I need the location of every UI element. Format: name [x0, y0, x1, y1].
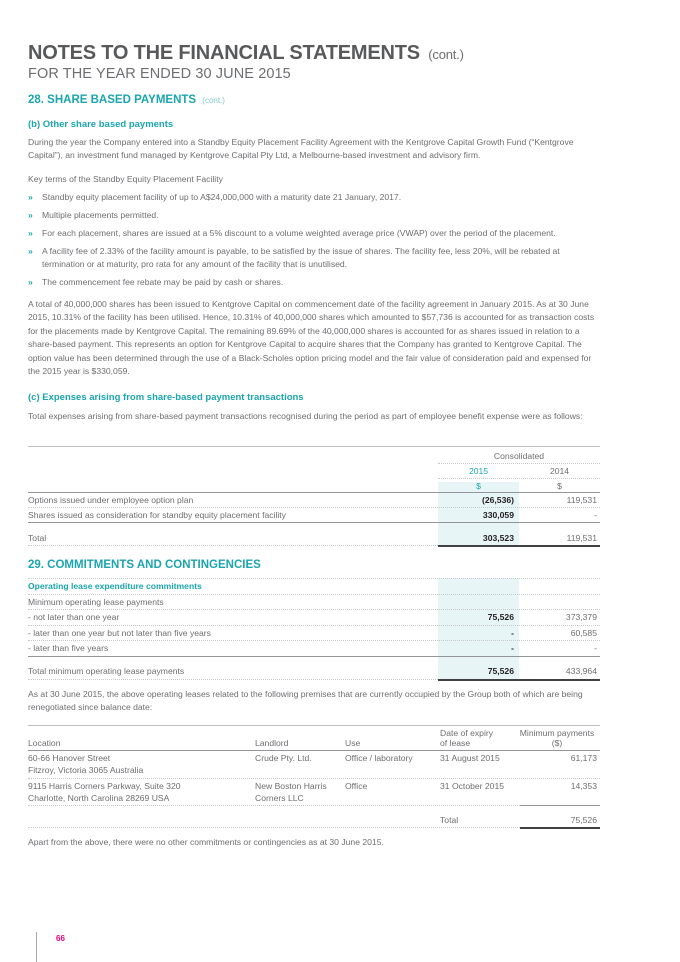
- double-underline: [438, 545, 600, 547]
- total-2014: 433,964: [565, 666, 597, 676]
- header-payments-line2: ($): [551, 738, 563, 748]
- location-line2: Charlotte, North Carolina 28269 USA: [28, 793, 170, 803]
- rule: [28, 656, 600, 657]
- section-28-heading-text: 28. SHARE BASED PAYMENTS: [28, 94, 197, 106]
- header-payments-line1: Minimum payments: [519, 728, 595, 738]
- table-top-rule: [28, 725, 600, 726]
- row-label: - later than one year but not later than five years: [28, 628, 211, 638]
- bullet-chevron-icon: »: [28, 192, 33, 202]
- bullet-text: Multiple placements permitted.: [42, 210, 159, 220]
- landlord-line1: New Boston Harris: [255, 781, 327, 791]
- rule: [28, 625, 600, 626]
- value-2014: 373,379: [565, 612, 597, 622]
- value-2015: 330,059: [482, 510, 514, 520]
- rule: [438, 463, 600, 464]
- rule: [28, 578, 600, 579]
- unit-2015: $: [476, 481, 481, 491]
- bullet-text: The commencement fee rebate may be paid by cash or shares.: [42, 277, 284, 287]
- section-28-heading: [28, 94, 225, 106]
- value-2014: -: [594, 643, 597, 653]
- double-underline: [520, 827, 600, 829]
- use: Office / laboratory: [345, 753, 413, 763]
- bullet-chevron-icon: »: [28, 228, 33, 238]
- row-label: Options issued under employee option plan: [28, 495, 194, 505]
- lease-table-heading: Operating lease expenditure commitments: [28, 581, 202, 591]
- total-2015: 75,526: [487, 666, 514, 676]
- total-2014: 119,531: [566, 533, 597, 543]
- column-group-header: Consolidated: [493, 451, 545, 461]
- rule: [28, 594, 600, 595]
- key-term-bullet: [28, 276, 600, 289]
- subsection-b-detail: A total of 40,000,000 shares has been issued to Kentgrove Capital on commencement date of the facility agreement in January 2015. As at 30 June 2015, 10.31% of the facility has been utilised. Hence, 10.31% of 40,000,000 shares which amounted to $57,736 is accounted for as transaction costs for the placements made by Kentgrove Capital. The remaining 89.69% of the 40,000,000 shares is accounted for as shares issued in relation to a share-based payment. This represents an option for Kentgrove Capital to acquire shares that the Company has granted to Kentgrove Capital. The option value has been determined through the use of a Black-Scholes option pricing model and the fair value of consideration paid and expensed for the 2015 year is $330,059.: [28, 299, 595, 377]
- rule: [520, 805, 600, 806]
- key-term-bullet: [28, 209, 600, 222]
- rule: [28, 679, 438, 680]
- subsection-b-heading: (b) Other share based payments: [28, 119, 174, 130]
- bullet-chevron-icon: »: [28, 210, 33, 220]
- column-header-2015: 2015: [468, 466, 489, 476]
- expiry-date: 31 August 2015: [440, 753, 500, 763]
- total-label: Total minimum operating lease payments: [28, 666, 185, 676]
- total-2015: 303,523: [482, 533, 514, 543]
- unit-2014: $: [557, 481, 562, 491]
- row-label: - not later than one year: [28, 612, 120, 622]
- footer-divider: [36, 932, 37, 962]
- location-line1: 60-66 Hanover Street: [28, 753, 111, 763]
- bullet-text: For each placement, shares are issued at a 5% discount to a volume weighted average price (VWAP) over the period of the placement.: [42, 228, 556, 238]
- header-location: Location: [28, 738, 61, 748]
- rule: [28, 750, 600, 751]
- total-label: Total: [28, 533, 47, 543]
- closing-statement: Apart from the above, there were no other commitments or contingencies as at 30 June 2015.: [28, 837, 384, 847]
- column-header-2014: 2014: [549, 466, 570, 476]
- rule: [28, 640, 600, 641]
- header-expiry-line1: Date of expiry: [440, 728, 494, 738]
- page-title: [28, 42, 464, 65]
- total-label: Total: [440, 815, 459, 825]
- page-number: 66: [56, 934, 65, 943]
- payment: 14,353: [570, 781, 597, 791]
- page-title-cont: (cont.): [428, 47, 464, 62]
- value-2015: -: [511, 628, 514, 638]
- header-landlord: Landlord: [255, 738, 289, 748]
- value-2014: 60,585: [570, 628, 597, 638]
- premises-intro: As at 30 June 2015, the above operating leases related to the following premises that are currently occupied by the Group both of which are being renegotiated since balance date:: [28, 689, 583, 713]
- value-2015: -: [511, 643, 514, 653]
- use: Office: [345, 781, 368, 791]
- bullet-text: Standby equity placement facility of up to A$24,000,000 with a maturity date 21 January, 2017.: [42, 192, 402, 202]
- double-underline: [438, 679, 600, 681]
- value-2015: (26,536): [481, 495, 514, 505]
- rule: [28, 827, 520, 828]
- rule: [28, 778, 600, 779]
- landlord: Crude Pty. Ltd.: [255, 753, 312, 763]
- header-use: Use: [345, 738, 361, 748]
- bullet-chevron-icon: »: [28, 277, 33, 287]
- section-29-heading: 29. COMMITMENTS AND CONTINGENCIES: [28, 559, 261, 571]
- rule: [28, 805, 520, 806]
- value-2015: 75,526: [487, 612, 514, 622]
- value-2014: -: [594, 510, 597, 520]
- total-value: 75,526: [570, 815, 597, 825]
- rule: [28, 492, 600, 493]
- table-top-rule: [28, 446, 600, 447]
- rule: [438, 478, 600, 479]
- lease-sub-label: Minimum operating lease payments: [28, 597, 164, 607]
- subsection-c-heading: (c) Expenses arising from share-based payment transactions: [28, 392, 304, 403]
- page-title-text: NOTES TO THE FINANCIAL STATEMENTS: [28, 42, 420, 64]
- rule: [28, 609, 600, 610]
- key-term-bullet: [28, 191, 600, 204]
- rule: [28, 522, 600, 523]
- bullet-text: A facility fee of 2.33% of the facility amount is payable, to be satisfied by the issue of shares. The facility fee, less 20%, will be rebated at termination or at maturity, pro rata for any amount of the facility that is unutilised.: [42, 246, 560, 270]
- location-line1: 9115 Harris Corners Parkway, Suite 320: [28, 781, 181, 791]
- key-terms-label: Key terms of the Standby Equity Placement Facility: [28, 174, 223, 184]
- rule: [28, 507, 600, 508]
- key-term-bullet: [28, 227, 600, 240]
- subsection-c-intro: Total expenses arising from share-based payment transactions recognised during the period as part of employee benefit expense were as follows:: [28, 411, 583, 421]
- payment: 61,173: [570, 753, 597, 763]
- expiry-date: 31 October 2015: [440, 781, 505, 791]
- location-line2: Fitzroy, Victoria 3065 Australia: [28, 765, 144, 775]
- value-2014: 119,531: [566, 495, 597, 505]
- row-label: Shares issued as consideration for standby equity placement facility: [28, 510, 286, 520]
- section-28-heading-cont: (cont.): [202, 96, 225, 105]
- landlord-line2: Corners LLC: [255, 793, 304, 803]
- header-expiry-line2: of lease: [440, 738, 471, 748]
- row-label: - later than five years: [28, 643, 109, 653]
- subsection-b-intro: During the year the Company entered into a Standby Equity Placement Facility Agreement with the Kentgrove Capital Growth Fund (“Kentgrove Capital”), an investment fund managed by Kentgrove Capital Pty Ltd, a Melbourne-based investment and advisory firm.: [28, 137, 574, 161]
- key-term-bullet: [28, 245, 600, 272]
- bullet-chevron-icon: »: [28, 246, 33, 256]
- rule: [28, 545, 438, 546]
- page-subtitle: FOR THE YEAR ENDED 30 JUNE 2015: [28, 66, 291, 82]
